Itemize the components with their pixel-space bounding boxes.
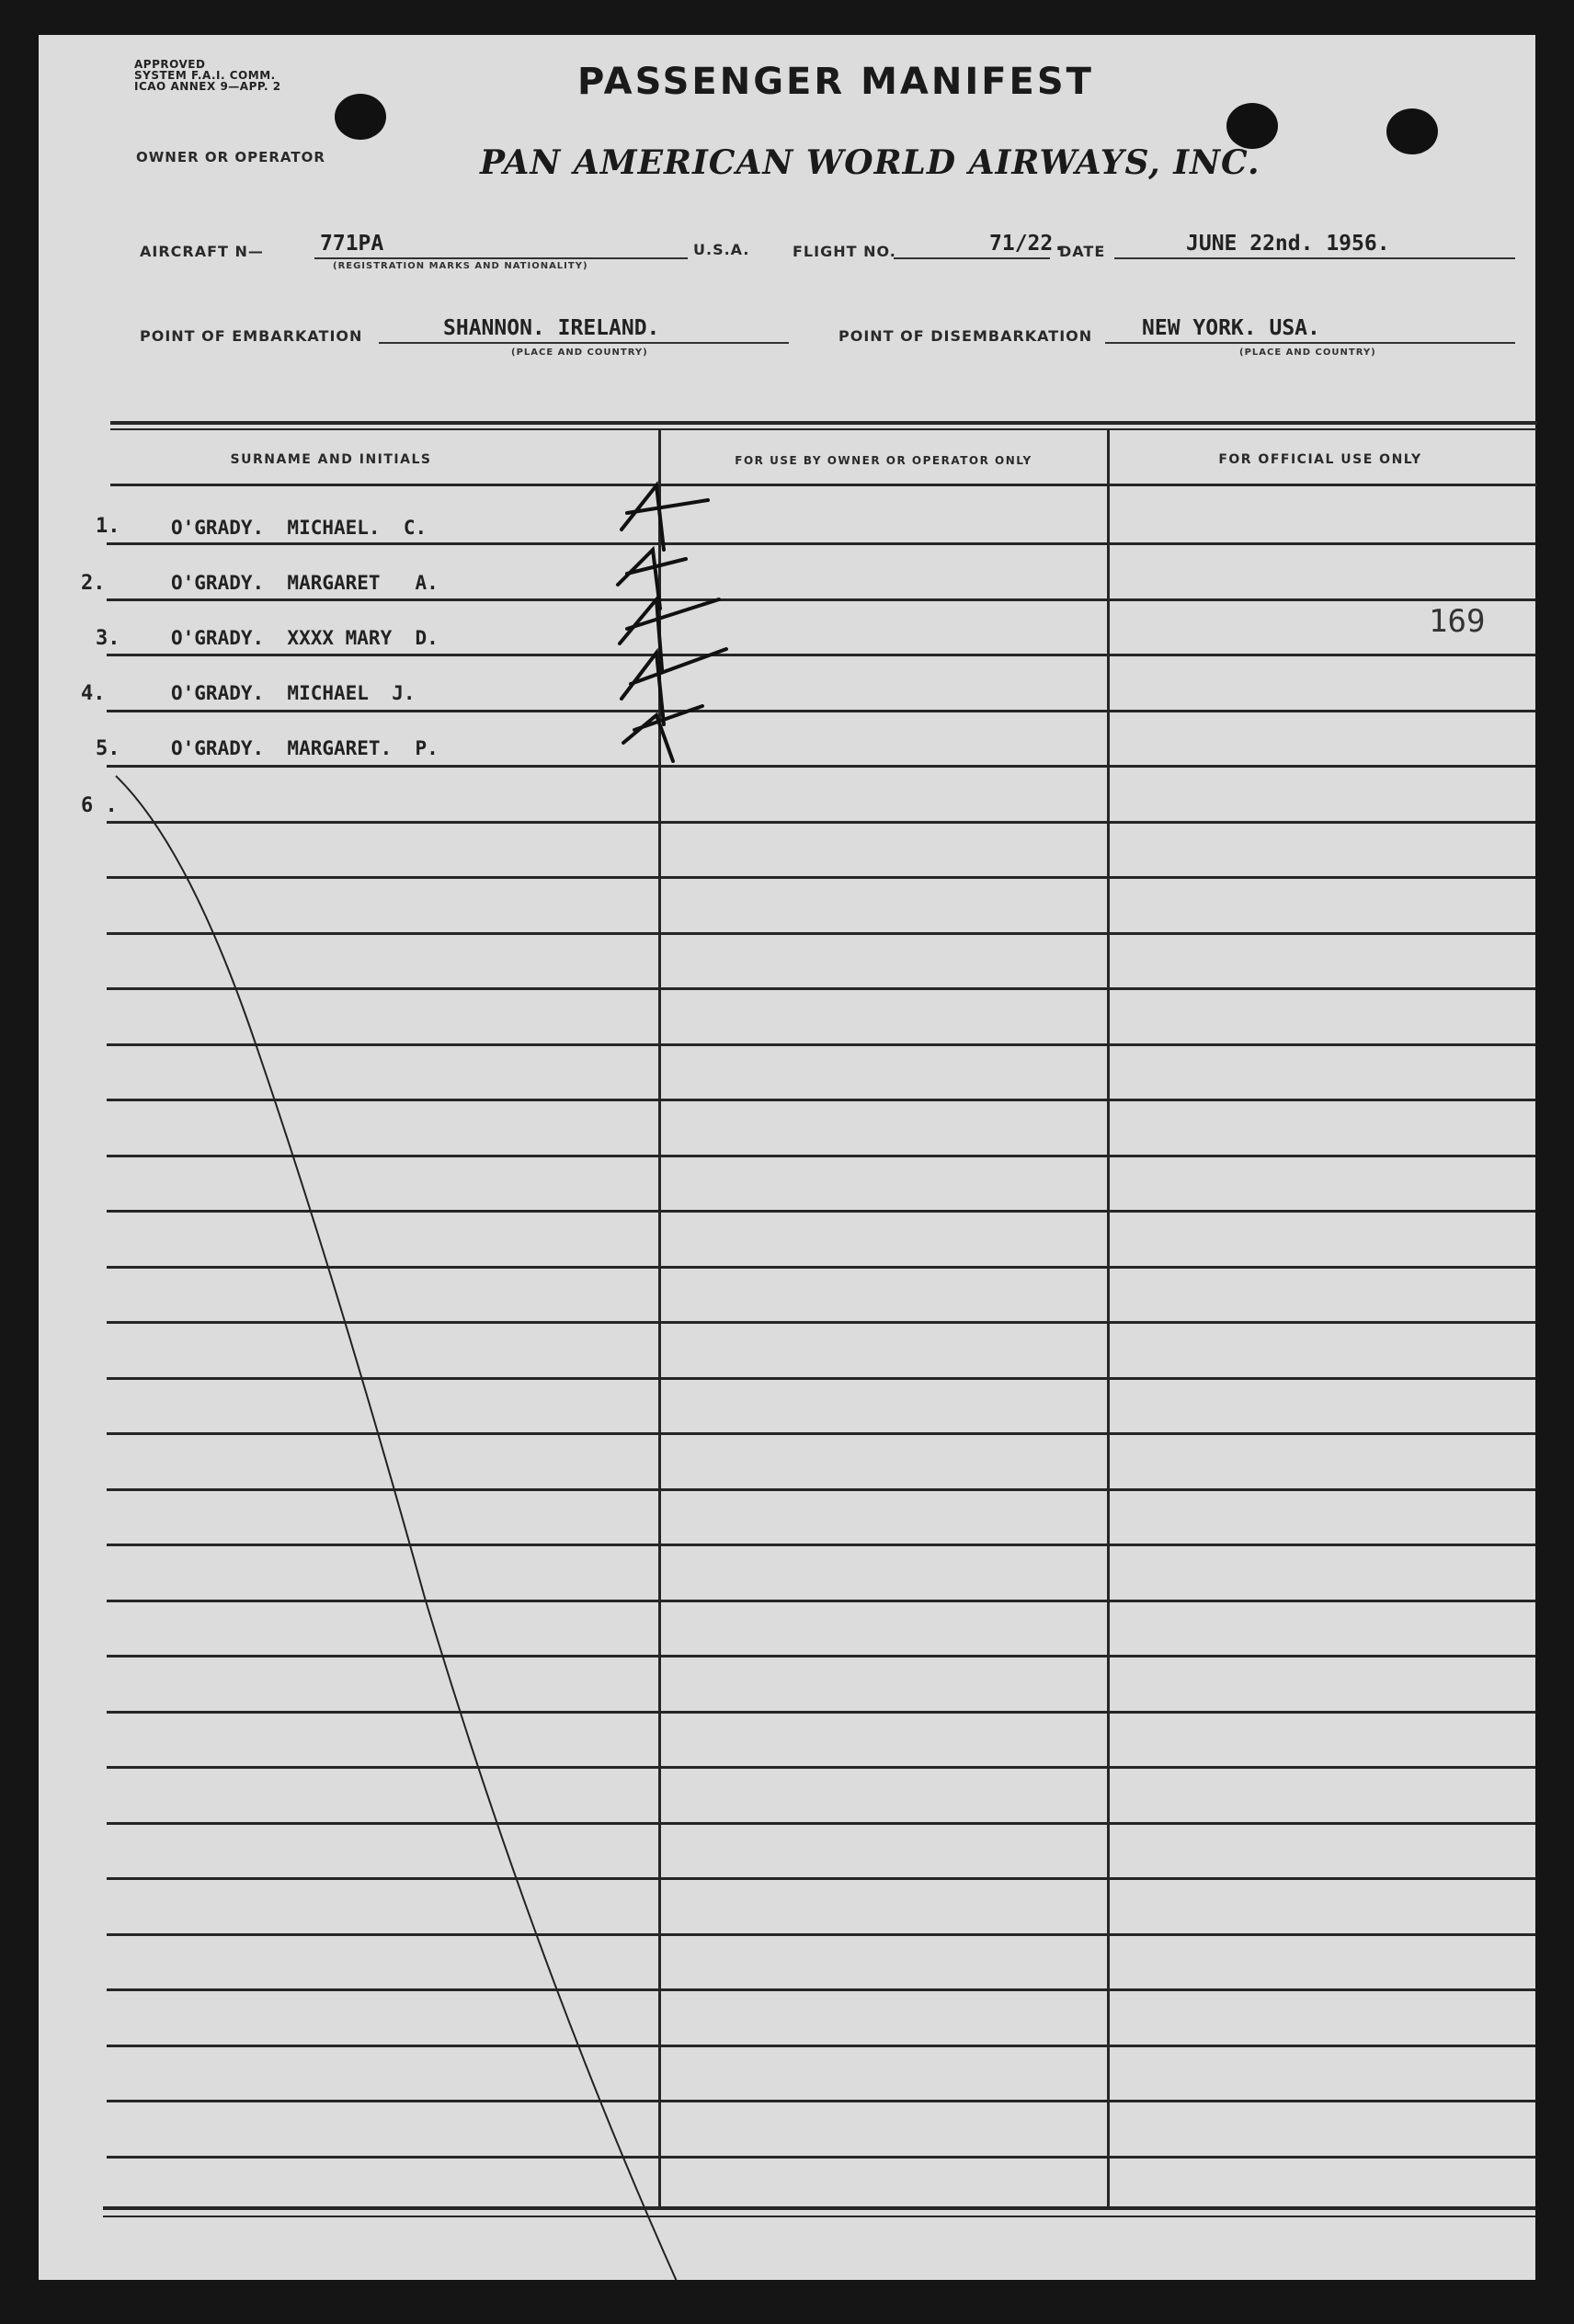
- aircraft-sublabel: (REGISTRATION MARKS AND NATIONALITY): [333, 261, 588, 271]
- row-number: 4.: [81, 682, 106, 705]
- column-header-surname: SURNAME AND INITIALS: [230, 452, 432, 467]
- date-value: JUNE 22nd. 1956.: [1186, 232, 1390, 256]
- disembarkation-value: NEW YORK. USA.: [1142, 316, 1320, 340]
- aircraft-label: AIRCRAFT N—: [140, 243, 264, 260]
- cancel-line: [116, 776, 679, 2280]
- row-number: 5.: [96, 737, 120, 760]
- column-header-operator: FOR USE BY OWNER OR OPERATOR ONLY: [735, 454, 1032, 467]
- row-number: 6 .: [81, 794, 118, 817]
- approval-line: APPROVED: [134, 58, 206, 71]
- passenger-name: O'GRADY. MARGARET A.: [171, 572, 439, 594]
- row-number: 2.: [81, 572, 106, 595]
- aircraft-registration: 771PA: [320, 232, 384, 256]
- check-mark-icon: [618, 485, 726, 761]
- owner-value: PAN AMERICAN WORLD AIRWAYS, INC.: [480, 143, 1260, 182]
- row-number: 1.: [96, 515, 120, 538]
- passenger-name: O'GRADY. XXXX MARY D.: [171, 627, 439, 649]
- date-label: DATE: [1059, 243, 1106, 260]
- passenger-name: O'GRADY. MARGARET. P.: [171, 737, 439, 759]
- official-note: 169: [1429, 603, 1486, 640]
- column-header-official: FOR OFFICIAL USE ONLY: [1218, 452, 1422, 467]
- approval-line: SYSTEM F.A.I. COMM.: [134, 69, 276, 82]
- row-number: 3.: [96, 627, 120, 650]
- approval-line: ICAO ANNEX 9—APP. 2: [134, 80, 281, 93]
- owner-label: OWNER OR OPERATOR: [136, 149, 325, 165]
- disembarkation-label: POINT OF DISEMBARKATION: [838, 327, 1093, 345]
- flight-number: 71/22.: [989, 232, 1066, 256]
- handwritten-marks: [39, 35, 1535, 2280]
- manifest-sheet: [39, 35, 1535, 2280]
- passenger-name: O'GRADY. MICHAEL. C.: [171, 517, 428, 539]
- page-title: PASSENGER MANIFEST: [577, 61, 1094, 103]
- flight-label: FLIGHT NO.: [793, 243, 896, 260]
- embarkation-label: POINT OF EMBARKATION: [140, 327, 363, 345]
- embarkation-sublabel: (PLACE AND COUNTRY): [511, 347, 648, 358]
- passenger-name: O'GRADY. MICHAEL J.: [171, 682, 416, 704]
- disembarkation-sublabel: (PLACE AND COUNTRY): [1239, 347, 1376, 358]
- country-label: U.S.A.: [693, 241, 750, 258]
- embarkation-value: SHANNON. IRELAND.: [443, 316, 660, 340]
